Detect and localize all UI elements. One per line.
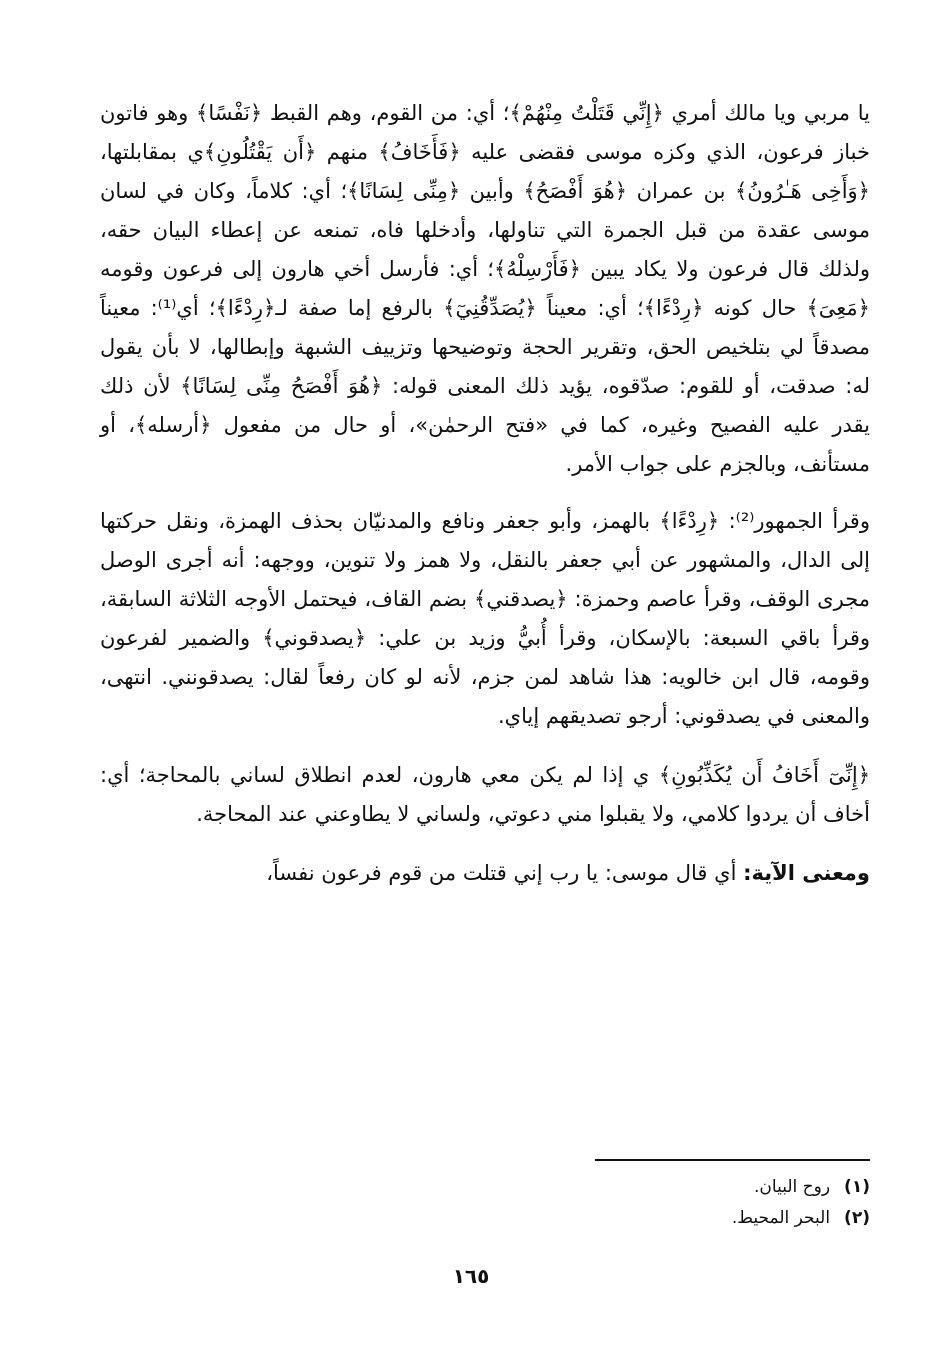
paragraph-3: ﴿إِنِّىٓ أَخَافُ أَن يُكَذِّبُونِ﴾ ي إذا لم يكن معي هارون، لعدم انطلاق لساني بالمحاجة؛ أي: أخاف أن يردوا كلامي، ولا يقبلوا مني دعوتي، ولساني لا يطاوعني عند المحاجة. — [100, 763, 870, 826]
footnote-1 — [470, 1172, 870, 1203]
footnote-1-number: (١) — [844, 1177, 870, 1197]
paragraph-4-text: أي قال موسى: يا رب إني قتلت من قوم فرعون نفساً، — [266, 861, 744, 885]
footnote-divider — [595, 1159, 870, 1161]
footnote-2-number: (٢) — [844, 1208, 870, 1228]
footnote-2-text: البحر المحيط. — [731, 1208, 831, 1228]
footnotes — [470, 1172, 870, 1234]
page-number: ١٦٥ — [452, 1264, 490, 1288]
paragraph-4-lead: ومعنى الآية: — [743, 861, 870, 885]
footnote-1-text: روح البيان. — [754, 1177, 831, 1197]
footnote-2 — [470, 1203, 870, 1234]
paragraph-2: وقرأ الجمهور⁽²⁾: ﴿رِدْءًا﴾ بالهمز، وأبو جعفر ونافع والمدنيّان بحذف الهمزة، ونقل حركتها إلى الدال، والمشهور عن أبي جعفر بالنقل، ولا همز ولا تنوين، ووجهه: أنه أجرى الوصل مجرى الوقف، وقرأ عاصم وحمزة: ﴿يصدقني﴾ بضم القاف، فيحتمل الأوجه الثلاثة السابقة، وقرأ باقي السبعة: بالإسكان، وقرأ أُبيُّ وزيد بن علي: ﴿يصدقوني﴾ والضمير لفرعون وقومه، قال ابن خالويه: هذا شاهد لمن جزم، لأنه لو كان رفعاً لقال: يصدقونني. انتهى، والمعنى في يصدقوني: أرجو تصديقهم إياي. — [100, 509, 870, 728]
paragraph-1: يا مربي ويا مالك أمري ﴿إِنِّي قَتَلْتُ مِنْهُمْ﴾؛ أي: من القوم، وهم القبط ﴿نَفْسًا﴾ وهو فاتون خباز فرعون، الذي وكزه موسى فقضى عليه ﴿فَأَخَافُ﴾ منهم ﴿أَن يَقْتُلُونِ﴾ي بمقابلتها، ﴿وَأَخِى هَـٰرُونُ﴾ بن عمران ﴿هُوَ أَفْصَحُ﴾ وأبين ﴿مِنِّى لِسَانًا﴾؛ أي: كلاماً، وكان في لسان موسى عقدة من قبل الجمرة التي تناولها، وأدخلها فاه، تمنعه عن إعطاء البيان حقه، ولذلك قال فرعون ولا يكاد يبين ﴿فَأَرْسِلْهُ﴾؛ أي: فأرسل أخي هارون إلى فرعون وقومه ﴿مَعِىَ﴾ حال كونه ﴿رِدْءًا﴾؛ أي: معيناً ﴿يُصَدِّقُنِيٓ﴾ بالرفع إما صفة لـ﴿رِدْءًا﴾؛ أي⁽¹⁾: معيناً مصدقاً لي بتلخيص الحق، وتقرير الحجة وتوضيحها وتزييف الشبهة وإبطالها، لا بأن يقول له: صدقت، أو للقوم: صدّقوه، يؤيد ذلك المعنى قوله: ﴿هُوَ أَفْصَحُ مِنِّى لِسَانًا﴾ لأن ذلك يقدر عليه الفصيح وغيره، كما في «فتح الرحمٰن»، أو حال من مفعول ﴿أرسله﴾، أو مستأنف، وبالجزم على جواب الأمر. — [100, 101, 870, 476]
main-text — [100, 94, 870, 893]
paragraph-4 — [100, 854, 870, 893]
